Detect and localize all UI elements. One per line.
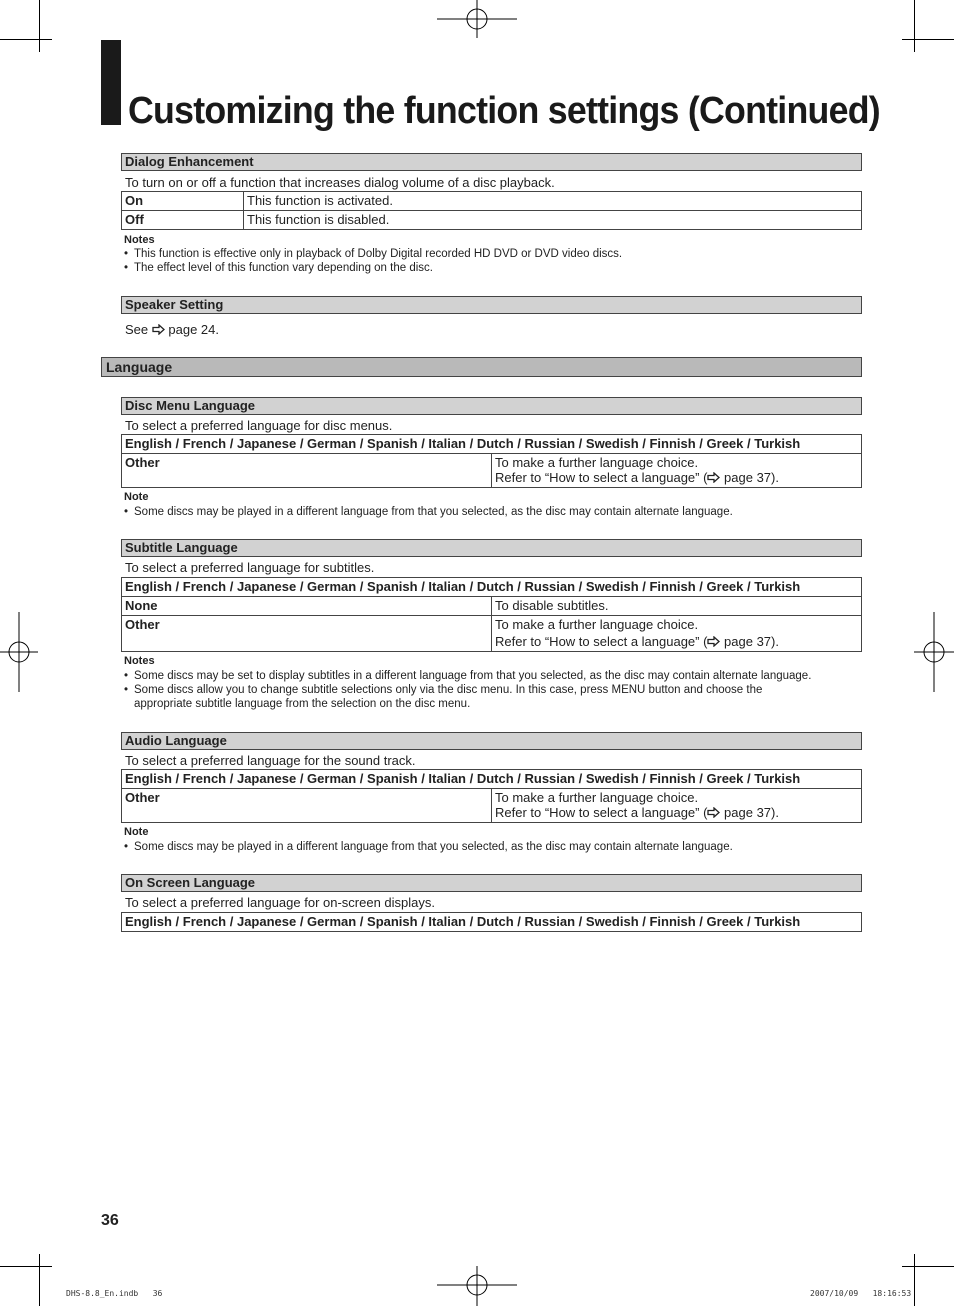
crop-mark [914,0,915,52]
dialog-enhancement-notes [124,233,864,275]
note-item: • Some discs may be set to display subtitles in a different language from that you selected, as the disc may contain alternate language. [124,669,864,683]
arrow-right-outline-icon [152,324,165,335]
option-value-line: To make a further language choice. [495,617,699,632]
option-key: Off [122,211,244,230]
on-screen-language-header: On Screen Language [121,874,862,892]
audio-language-notes [124,825,864,854]
page-ref-link[interactable]: page 37). [720,634,779,649]
ref-text: Refer to “How to select a language” ( [495,634,708,649]
on-screen-language-table [121,912,862,932]
option-value-line [495,634,858,649]
language-options: English / French / Japanese / German / Spanish / Italian / Dutch / Russian / Swedish / Finnish / Greek / Turkish [122,770,862,789]
crop-mark [902,1266,954,1267]
notes-heading: Note [124,491,149,503]
arrow-right-outline-icon [707,636,720,647]
option-value [492,616,862,652]
table-row [122,913,862,932]
notes-heading: Notes [124,655,155,667]
subtitle-language-notes [124,654,864,711]
subtitle-language-header: Subtitle Language [121,539,862,557]
disc-menu-language-header: Disc Menu Language [121,397,862,415]
table-row [122,211,862,230]
option-value: This function is disabled. [244,211,862,230]
option-value-line: To make a further language choice. [495,790,699,805]
notes-heading: Note [124,826,149,838]
speaker-setting-ref [125,322,219,337]
page-title: Customizing the function settings (Continued) [128,90,880,132]
registration-mark-bottom [437,1266,517,1306]
crop-mark [39,1254,40,1306]
language-section-header: Language [101,357,862,377]
option-key: Other [122,454,492,488]
option-value [492,454,862,488]
subtitle-language-table [121,577,862,652]
note-line: appropriate subtitle language from the selection on the disc menu. [134,698,471,710]
audio-language-header: Audio Language [121,732,862,750]
table-row [122,789,862,823]
option-value-line: To make a further language choice. [495,455,699,470]
speaker-setting-header: Speaker Setting [121,296,862,314]
audio-language-desc: To select a preferred language for the sound track. [125,753,416,768]
option-value: This function is activated. [244,192,862,211]
option-key: Other [122,789,492,823]
option-value-line [495,470,858,485]
option-value-line [495,805,858,820]
registration-mark-left [0,612,40,692]
table-row [122,435,862,454]
option-key: None [122,597,492,616]
table-row [122,770,862,789]
crop-mark [0,1266,52,1267]
note-item: • Some discs may be played in a different language from that you selected, as the disc may contain alternate language. [124,840,864,854]
dialog-enhancement-header: Dialog Enhancement [121,153,862,171]
footer-timestamp: 2007/10/09 18:16:53 [810,1289,912,1298]
disc-menu-language-table [121,434,862,488]
table-row [122,192,862,211]
page-ref-link[interactable]: page 37). [720,805,779,820]
option-value [492,789,862,823]
note-item: • The effect level of this function vary depending on the disc. [124,261,864,275]
language-options: English / French / Japanese / German / Spanish / Italian / Dutch / Russian / Swedish / Finnish / Greek / Turkish [122,578,862,597]
crop-mark [902,39,954,40]
crop-mark [914,1254,915,1306]
crop-mark [39,0,40,52]
note-item: • Some discs may be played in a different language from that you selected, as the disc may contain alternate language. [124,505,864,519]
on-screen-language-desc: To select a preferred language for on-screen displays. [125,895,436,910]
dialog-enhancement-table [121,191,862,230]
option-value: To disable subtitles. [492,597,862,616]
footer-file-info: DHS-8.8_En.indb 36 [66,1289,163,1298]
note-item [124,683,864,711]
notes-heading: Notes [124,234,155,246]
page-ref-link[interactable]: page 24. [168,322,219,337]
registration-mark-right [914,612,954,692]
ref-text: Refer to “How to select a language” ( [495,470,708,485]
table-row [122,616,862,652]
table-row [122,454,862,488]
arrow-right-outline-icon [707,807,720,818]
option-key: Other [122,616,492,652]
language-options: English / French / Japanese / German / Spanish / Italian / Dutch / Russian / Swedish / Finnish / Greek / Turkish [122,913,862,932]
registration-mark-top [437,0,517,40]
disc-menu-language-desc: To select a preferred language for disc menus. [125,418,393,433]
arrow-right-outline-icon [707,472,720,483]
note-item: • This function is effective only in playback of Dolby Digital recorded HD DVD or DVD video discs. [124,247,864,261]
disc-menu-language-notes [124,490,864,519]
table-row [122,578,862,597]
see-label: See [125,322,149,337]
language-options: English / French / Japanese / German / Spanish / Italian / Dutch / Russian / Swedish / Finnish / Greek / Turkish [122,435,862,454]
subtitle-language-desc: To select a preferred language for subtitles. [125,560,375,575]
audio-language-table [121,769,862,823]
title-accent-bar [101,40,121,125]
option-key: On [122,192,244,211]
note-line: • Some discs allow you to change subtitle selections only via the disc menu. In this case, press MENU button and choose the [134,684,763,696]
crop-mark [0,39,52,40]
dialog-enhancement-desc: To turn on or off a function that increases dialog volume of a disc playback. [125,175,555,190]
page-number: 36 [101,1212,119,1229]
page-ref-link[interactable]: page 37). [720,470,779,485]
table-row [122,597,862,616]
ref-text: Refer to “How to select a language” ( [495,805,708,820]
